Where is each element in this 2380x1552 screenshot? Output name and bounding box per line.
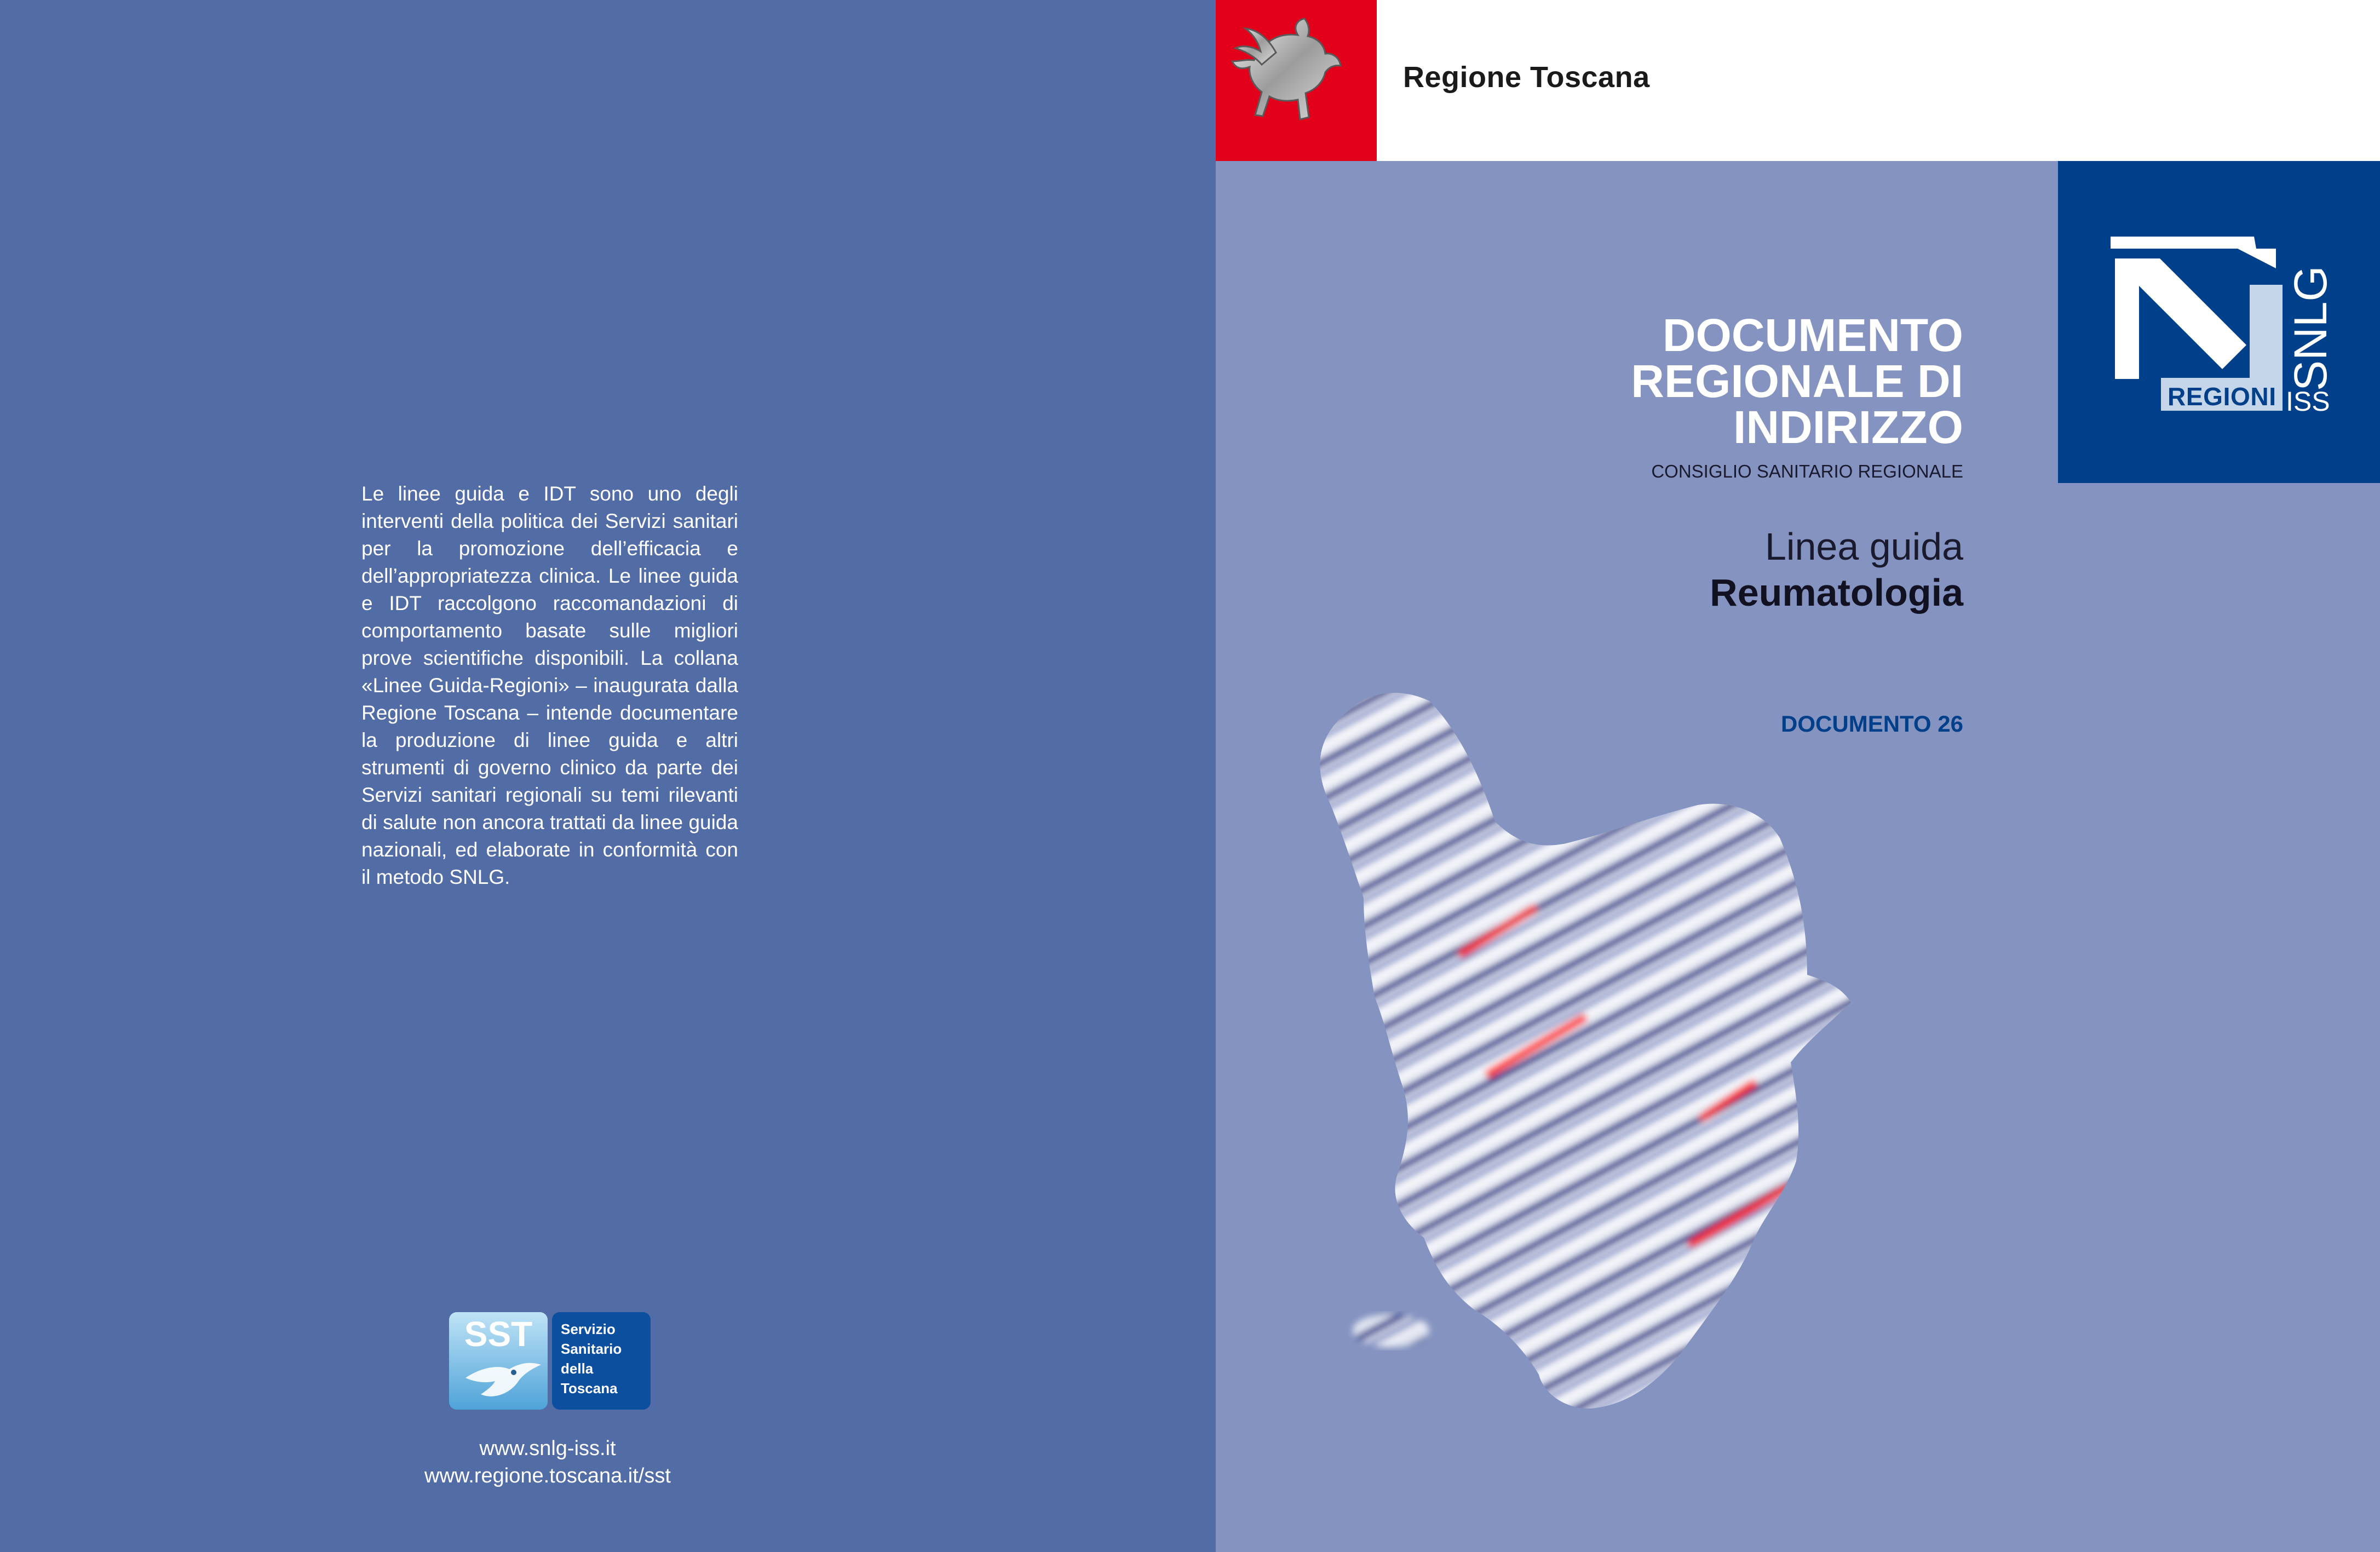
tuscany-map-illustration [1216, 646, 2380, 1552]
snlg-label: SNLG [2285, 266, 2336, 391]
doc-title-line: INDIRIZZO [1733, 401, 1963, 453]
back-urls [383, 1435, 712, 1490]
organization-name: Regione Toscana [1403, 61, 1650, 94]
doc-subtitle: CONSIGLIO SANITARIO REGIONALE [1651, 461, 1963, 481]
arrow-icon [2115, 258, 2246, 379]
line-type: Linea guida [1765, 525, 1963, 568]
url-snlg[interactable]: www.snlg-iss.it [479, 1437, 616, 1460]
iss-label: ISS [2286, 386, 2330, 417]
title-block [1631, 309, 1963, 614]
doc-title-line: DOCUMENTO [1662, 309, 1963, 361]
sst-logo [449, 1312, 651, 1410]
regione-logo [1216, 0, 1377, 161]
sst-name-line: Servizio [561, 1321, 616, 1337]
back-description: Le linee guida e IDT sono uno degli interventi della politica dei Servizi sanitari per la promozione dell’efficacia e dell’appropriatezza clinica. Le linee guida e IDT raccolgono raccomandazioni di comportamento basate sulle migliori prove scientifiche disponibili. La collana «Linee Guida-Regioni» – inaugurata dalla Regione Toscana – intende documentare la produzione di linee guida e altri strumenti di governo clinico da parte dei Servizi sanitari regionali su temi rilevanti di salute non ancora trattati da linee guida nazionali, ed elaborate in conformità con il metodo SNLG. [361, 482, 738, 888]
island-elba [1353, 1314, 1429, 1347]
snlg-logo [2058, 161, 2380, 483]
regioni-label: REGIONI [2168, 382, 2276, 411]
pegasus-icon [1216, 0, 1377, 161]
sst-abbr: SST [464, 1314, 533, 1354]
url-regione[interactable]: www.regione.toscana.it/sst [424, 1464, 671, 1487]
header-bar [1216, 0, 2380, 161]
document-number: DOCUMENTO 26 [1781, 711, 1963, 737]
topic-title: Reumatologia [1710, 571, 1963, 614]
sst-name-line: Toscana [561, 1380, 618, 1396]
front-cover [1216, 0, 2380, 1552]
doc-title-line: REGIONALE DI [1631, 355, 1963, 407]
sst-name-line: Sanitario [561, 1341, 622, 1357]
sst-name-line: della [561, 1360, 594, 1377]
